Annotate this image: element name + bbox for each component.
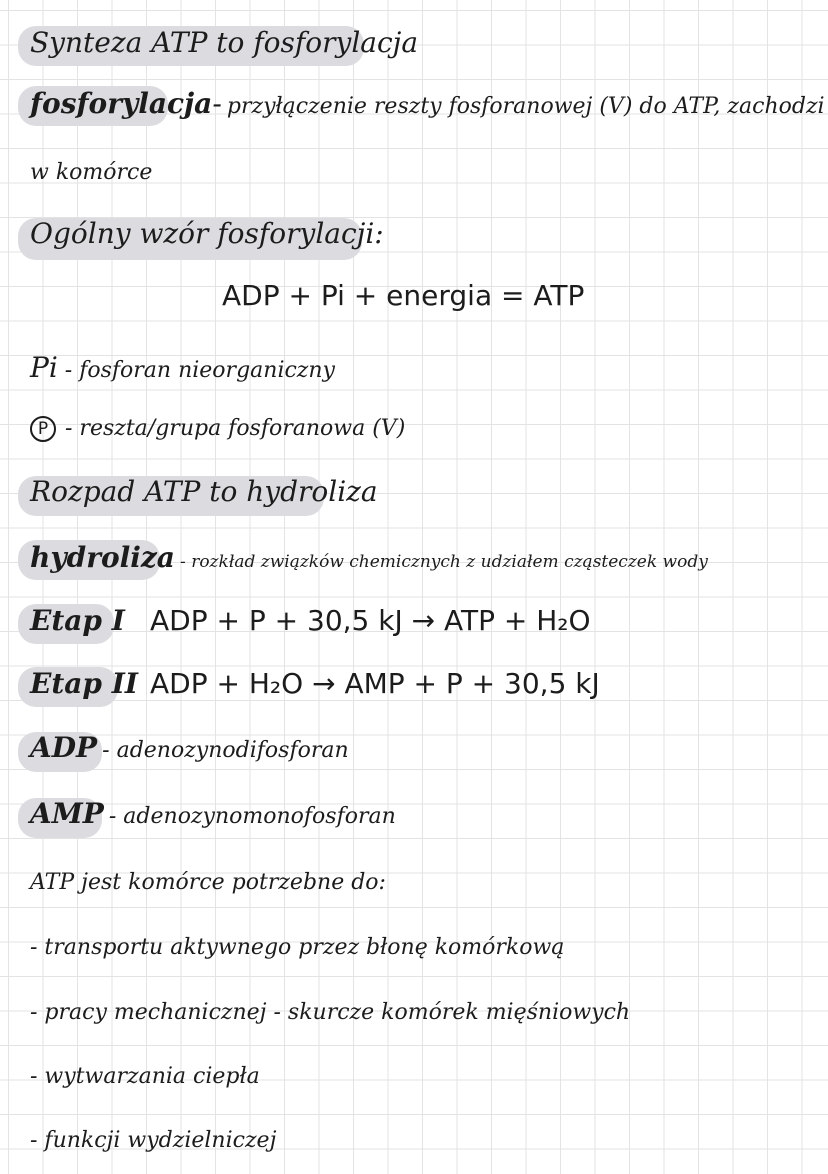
hydrolysis-term: hydroliza xyxy=(30,541,175,574)
legend-text-pi: - fosforan nieorganiczny xyxy=(64,358,335,383)
definition-term: fosforylacja xyxy=(30,87,213,120)
formula-heading: Ogólny wzór fosforylacji: xyxy=(30,217,384,250)
legend-row-p xyxy=(30,416,405,442)
hydrolysis-heading: Rozpad ATP to hydroliza xyxy=(30,475,378,508)
needs-item: - pracy mechanicznej - skurcze komórek mięśniowych xyxy=(30,1000,631,1025)
stage2-label: Etap II xyxy=(30,667,138,700)
stage2-equation: ADP + H₂O → AMP + P + 30,5 kJ xyxy=(150,667,600,700)
formula-equation: ADP + Pi + energia = ATP xyxy=(222,279,585,312)
adp-term: ADP xyxy=(30,731,98,764)
needs-item: - funkcji wydzielniczej xyxy=(30,1128,277,1153)
definition-text-line1: przyłączenie reszty fosforanowej (V) do ATP, zachodzi xyxy=(226,94,825,119)
page-title: Synteza ATP to fosforylacja xyxy=(30,26,419,59)
definition-row xyxy=(30,88,825,120)
amp-term: AMP xyxy=(30,797,104,830)
stage1-equation: ADP + P + 30,5 kJ → ATP + H₂O xyxy=(150,604,591,637)
circled-p-icon: P xyxy=(30,416,56,442)
adp-text: - adenozynodifosforan xyxy=(102,738,349,763)
stage1-label: Etap I xyxy=(30,604,125,637)
needs-item: - wytwarzania ciepła xyxy=(30,1064,260,1089)
needs-heading: ATP jest komórce potrzebne do: xyxy=(30,870,386,895)
definition-dash: - xyxy=(212,87,222,120)
amp-row xyxy=(30,798,396,830)
legend-text-p: - reszta/grupa fosforanowa (V) xyxy=(65,416,406,441)
adp-row xyxy=(30,732,349,764)
amp-text: - adenozynomonofosforan xyxy=(108,804,396,829)
definition-text-line2: w komórce xyxy=(30,160,153,185)
hydrolysis-row xyxy=(30,542,708,574)
hydrolysis-text: - rozkład związków chemicznych z udziałem cząsteczek wody xyxy=(180,552,708,572)
legend-symbol-pi: Pi xyxy=(30,351,58,384)
needs-item: - transportu aktywnego przez błonę komórkową xyxy=(30,935,565,960)
legend-row-pi xyxy=(30,352,335,384)
